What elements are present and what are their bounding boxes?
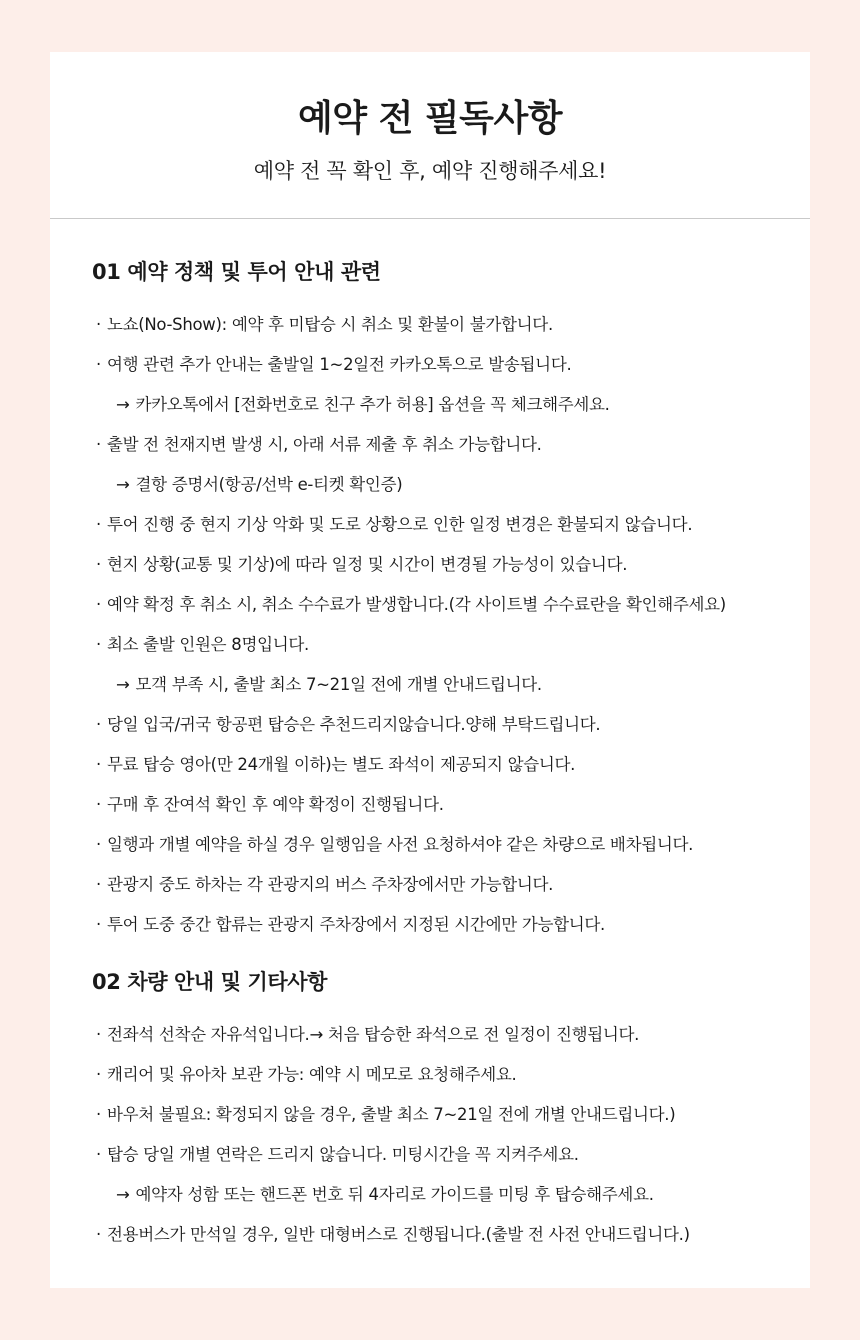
- list-item: [92, 785, 810, 825]
- bullet-icon: ·: [96, 515, 101, 534]
- page-title: 예약 전 필독사항: [298, 98, 562, 139]
- list-item: [92, 865, 810, 905]
- bullet-icon: ·: [96, 435, 101, 454]
- list-item: [92, 585, 810, 625]
- item-text: 구매 후 잔여석 확인 후 예약 확정이 진행됩니다.: [106, 795, 444, 814]
- item-text: 노쇼(No-Show): 예약 후 미탑승 시 취소 및 환불이 불가합니다.: [106, 315, 553, 334]
- bullet-icon: ·: [96, 1025, 101, 1044]
- notice-header: [50, 52, 810, 219]
- list-item: [92, 305, 810, 345]
- item-text: 여행 관련 추가 안내는 출발일 1~2일전 카카오톡으로 발송됩니다.: [106, 355, 572, 374]
- list-item: [92, 345, 810, 385]
- item-text: 카카오톡에서 [전화번호로 친구 추가 허용] 옵션을 꼭 체크해주세요.: [135, 395, 610, 414]
- list-item: [92, 505, 810, 545]
- list-item: [92, 425, 810, 465]
- list-item: [92, 705, 810, 745]
- list-item: [92, 1215, 810, 1255]
- list-item: [92, 745, 810, 785]
- item-text: 최소 출발 인원은 8명입니다.: [106, 635, 309, 654]
- policy-list: [92, 305, 810, 945]
- bullet-icon: ·: [96, 355, 101, 374]
- list-item: [92, 905, 810, 945]
- bullet-icon: ·: [96, 1145, 101, 1164]
- list-item: [92, 1015, 810, 1055]
- arrow-icon: →: [116, 1185, 130, 1204]
- item-text: 캐리어 및 유아차 보관 가능: 예약 시 메모로 요청해주세요.: [106, 1065, 517, 1084]
- arrow-icon: →: [116, 675, 130, 694]
- item-text: 투어 도중 중간 합류는 관광지 주차장에서 지정된 시간에만 가능합니다.: [106, 915, 605, 934]
- bullet-icon: ·: [96, 755, 101, 774]
- bullet-icon: ·: [96, 835, 101, 854]
- item-text: 예약자 성함 또는 핸드폰 번호 뒤 4자리로 가이드를 미팅 후 탑승해주세요.: [135, 1185, 654, 1204]
- item-text: 투어 진행 중 현지 기상 악화 및 도로 상황으로 인한 일정 변경은 환불되지 않습니다.: [106, 515, 693, 534]
- sub-list-item: [92, 465, 810, 505]
- item-text: 관광지 중도 하차는 각 관광지의 버스 주차장에서만 가능합니다.: [106, 875, 554, 894]
- item-text: 탑승 당일 개별 연락은 드리지 않습니다. 미팅시간을 꼭 지켜주세요.: [106, 1145, 579, 1164]
- item-text: 전좌석 선착순 자유석입니다.→ 처음 탑승한 좌석으로 전 일정이 진행됩니다.: [106, 1025, 640, 1044]
- notice-content: [50, 219, 810, 1255]
- arrow-icon: →: [116, 475, 130, 494]
- bullet-icon: ·: [96, 875, 101, 894]
- page-subtitle: 예약 전 꼭 확인 후, 예약 진행해주세요!: [253, 159, 607, 183]
- item-text: 예약 확정 후 취소 시, 취소 수수료가 발생합니다.(각 사이트별 수수료란을 확인해주세요): [106, 595, 726, 614]
- item-text: 당일 입국/귀국 항공편 탑승은 추천드리지않습니다.양해 부탁드립니다.: [106, 715, 601, 734]
- list-item: [92, 825, 810, 865]
- bullet-icon: ·: [96, 1065, 101, 1084]
- notice-card: [50, 52, 810, 1288]
- list-item: [92, 1095, 810, 1135]
- bullet-icon: ·: [96, 915, 101, 934]
- item-text: 결항 증명서(항공/선박 e-티켓 확인증): [135, 475, 403, 494]
- section-title-policy: 01 예약 정책 및 투어 안내 관련: [92, 260, 381, 284]
- list-item: [92, 1055, 810, 1095]
- item-text: 일행과 개별 예약을 하실 경우 일행임을 사전 요청하셔야 같은 차량으로 배차됩니다.: [106, 835, 694, 854]
- sub-list-item: [92, 1175, 810, 1215]
- item-text: 출발 전 천재지변 발생 시, 아래 서류 제출 후 취소 가능합니다.: [106, 435, 542, 454]
- item-text: 전용버스가 만석일 경우, 일반 대형버스로 진행됩니다.(출발 전 사전 안내드립니다.): [106, 1225, 690, 1244]
- bullet-icon: ·: [96, 595, 101, 614]
- vehicle-list: [92, 1015, 810, 1255]
- arrow-icon: →: [116, 395, 130, 414]
- bullet-icon: ·: [96, 555, 101, 574]
- sub-list-item: [92, 385, 810, 425]
- list-item: [92, 625, 810, 665]
- item-text: 현지 상황(교통 및 기상)에 따라 일정 및 시간이 변경될 가능성이 있습니다.: [106, 555, 628, 574]
- item-text: 모객 부족 시, 출발 최소 7~21일 전에 개별 안내드립니다.: [135, 675, 542, 694]
- item-text: 바우처 불필요: 확정되지 않을 경우, 출발 최소 7~21일 전에 개별 안내드립니다.): [106, 1105, 676, 1124]
- sub-list-item: [92, 665, 810, 705]
- list-item: [92, 545, 810, 585]
- list-item: [92, 1135, 810, 1175]
- bullet-icon: ·: [96, 795, 101, 814]
- section-title-vehicle: 02 차량 안내 및 기타사항: [92, 970, 328, 994]
- bullet-icon: ·: [96, 635, 101, 654]
- bullet-icon: ·: [96, 715, 101, 734]
- item-text: 무료 탑승 영아(만 24개월 이하)는 별도 좌석이 제공되지 않습니다.: [106, 755, 576, 774]
- bullet-icon: ·: [96, 315, 101, 334]
- bullet-icon: ·: [96, 1225, 101, 1244]
- bullet-icon: ·: [96, 1105, 101, 1124]
